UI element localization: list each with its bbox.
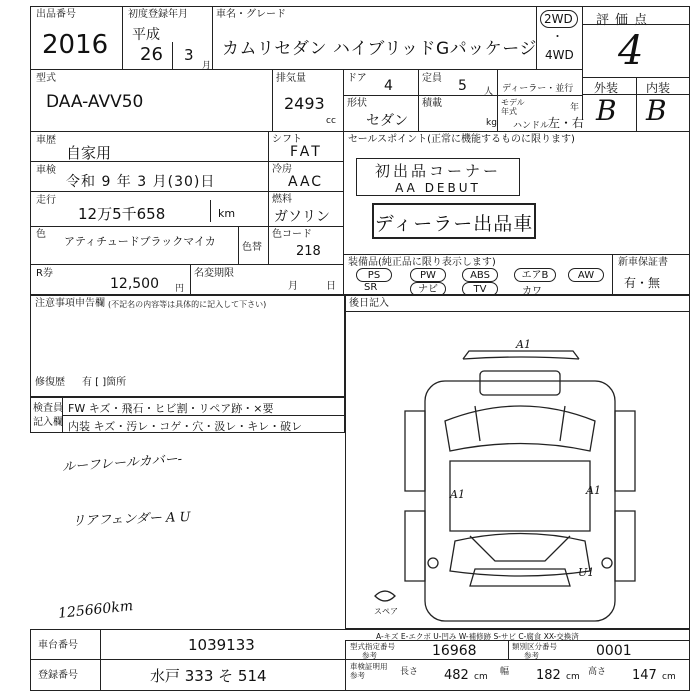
lot-number-label: 出品番号 (36, 9, 76, 20)
km-unit: km (218, 207, 236, 220)
model-year-label: モデル年式 (501, 98, 525, 116)
designation-label: 型式指定番号 (350, 642, 395, 651)
width-label: 幅 (500, 667, 510, 677)
chassis-number: 1039133 (188, 636, 255, 654)
dealer-stamp-text: ディーラー出品車 (374, 213, 534, 235)
displacement: 2493 (284, 94, 325, 113)
model-code: DAA-AVV50 (46, 92, 144, 112)
diag-u1: U1 (578, 566, 595, 579)
load-label: 積載 (422, 98, 442, 109)
car-name: カムリセダン ハイブリッドGパッケージ (222, 39, 537, 59)
capacity: 5 (458, 78, 467, 94)
debut-stamp-line2: AA DEBUT (395, 181, 481, 195)
fuel-label: 燃料 (272, 194, 292, 205)
body-type-label: 形状 (347, 98, 367, 109)
caution-note: (不記名の内容等は具体的に記入して下さい) (108, 300, 267, 309)
category-label: 類別区分番号 (512, 642, 557, 651)
color: アティチュードブラックマイカ (64, 235, 216, 248)
equip-aw: AW (568, 268, 604, 282)
caution-label: 注意事項申告欄 (35, 298, 105, 309)
inspector-label-2: 記入欄 (33, 417, 63, 428)
height-unit: cm (662, 672, 676, 682)
color-code-label: 色コード (272, 229, 312, 240)
debut-stamp-line1: 初出品コーナー (374, 162, 501, 180)
inspector-label-1: 検査員 (33, 403, 63, 414)
fuel: ガソリン (274, 209, 330, 225)
recycle-fee: 12,500 (110, 276, 159, 292)
equip-airbag: エアB (514, 268, 556, 282)
exterior-label: 外装 (594, 81, 619, 95)
body-type: セダン (366, 113, 409, 129)
yen-unit: 円 (175, 284, 185, 294)
width: 182 (536, 668, 561, 683)
handle-label: ハンドル (513, 121, 550, 131)
year-unit: 年 (570, 103, 580, 113)
new-car-warranty-label: 新車保証書 (618, 257, 668, 268)
equipment-label: 装備品(純正品に限り表示します) (348, 257, 496, 268)
doors-label: ドア (347, 73, 367, 84)
color-change-label: 色替 (242, 242, 262, 253)
ac: AAC (288, 174, 324, 190)
diag-a1-top: A1 (516, 338, 531, 351)
dealer-parallel-label: ディーラー・並行 (502, 84, 574, 94)
warranty: 有・無 (624, 276, 661, 290)
registration-era: 平成 (132, 27, 160, 43)
drive-2wd: 2WD (544, 12, 573, 26)
inspector-row-exterior: FW キズ・飛石・ヒビ割・リペア跡・×要 (68, 402, 274, 415)
height-label: 高さ (588, 667, 607, 677)
score-label: 評価点 (596, 13, 654, 28)
equip-abs: ABS (462, 268, 498, 282)
plate-label: 登録番号 (38, 670, 78, 681)
model-label: 型式 (36, 73, 56, 84)
cert-label: 車検証明用参考 (350, 662, 388, 680)
name-change-month: 月 (288, 281, 298, 292)
doors: 4 (384, 78, 393, 94)
drive-4wd: 4WD (545, 48, 574, 62)
length-label: 長さ (400, 667, 419, 677)
damage-legend: A-キズ E-エクボ U-凹み W-補修跡 S-サビ C-腐食 XX-交換済 (376, 632, 579, 641)
drive-separator: ・ (552, 30, 563, 43)
equip-sr: SR (364, 282, 378, 293)
designation-ref: 参考 (362, 651, 377, 660)
spare-label: スペア (374, 607, 398, 616)
equip-ps: PS (356, 268, 392, 282)
equip-pw: PW (410, 268, 446, 282)
damage-diagram (345, 311, 690, 629)
repair-history-label: 修復歴 (35, 377, 65, 388)
mileage: 12万5千658 (78, 205, 166, 223)
inspection-date: 令和 9 年 3 月(30)日 (66, 174, 216, 190)
ac-label: 冷房 (272, 164, 292, 175)
width-unit: cm (566, 672, 580, 682)
equip-navi: ナビ (410, 282, 446, 296)
history-label: 車歴 (36, 135, 56, 146)
sales-points-label: セールスポイント(正常に機能するものに限ります) (348, 134, 575, 145)
interior-label: 内装 (646, 81, 671, 95)
exterior-grade: B (596, 94, 617, 127)
rear-notes-label: 後日記入 (349, 298, 389, 309)
interior-grade: B (646, 94, 667, 127)
shift: FAT (290, 144, 323, 160)
cc-unit: cc (326, 116, 336, 126)
inspector-row-interior: 内装 キズ・汚レ・コゲ・穴・汲レ・キレ・破レ (68, 420, 303, 433)
mileage-label: 走行 (36, 195, 56, 206)
dealer-stamp (372, 203, 536, 239)
category-ref: 参考 (524, 651, 539, 660)
diag-a1-right: A1 (586, 484, 601, 497)
inspection-label: 車検 (36, 165, 56, 176)
equip-tv: TV (462, 282, 498, 296)
history: 自家用 (66, 144, 112, 162)
designation-number: 16968 (432, 643, 477, 659)
color-code: 218 (296, 244, 321, 259)
name-change-label: 名変期限 (194, 268, 234, 279)
length-unit: cm (474, 672, 488, 682)
car-name-grade-label: 車名・グレード (216, 9, 286, 20)
shift-label: シフト (272, 134, 302, 145)
kg-unit: kg (486, 118, 497, 128)
capacity-label: 定員 (422, 73, 442, 84)
plate-number: 水戸 333 そ 514 (150, 667, 267, 685)
length: 482 (444, 668, 469, 683)
handwritten-roof-rail: ルーフレールカバー- (61, 451, 183, 476)
chassis-label: 車台番号 (38, 640, 78, 651)
handwritten-rear-fender: リアフェンダー A U (71, 509, 191, 530)
month-unit: 月 (202, 61, 212, 71)
category-number: 0001 (596, 643, 632, 659)
registration-year: 26 (140, 44, 163, 65)
footer-frame (30, 629, 690, 691)
person-unit: 人 (484, 87, 494, 97)
equip-leather: カワ (522, 286, 542, 297)
handle-side: 左・右 (548, 116, 585, 130)
recycle-label: R券 (36, 268, 53, 279)
color-label: 色 (36, 229, 46, 240)
handwritten-mileage: 125660km (57, 598, 134, 622)
diag-a1-left: A1 (450, 488, 465, 501)
overall-score: 4 (618, 28, 644, 74)
first-registration-label: 初度登録年月 (128, 9, 188, 20)
registration-month: 3 (184, 46, 194, 64)
repair-history: 有 [ ]箇所 (82, 377, 127, 388)
height: 147 (632, 668, 657, 683)
lot-number: 2016 (42, 30, 109, 60)
notes-frame (30, 295, 345, 397)
debut-stamp (356, 158, 520, 196)
name-change-day: 日 (326, 281, 336, 292)
displacement-label: 排気量 (276, 73, 306, 84)
